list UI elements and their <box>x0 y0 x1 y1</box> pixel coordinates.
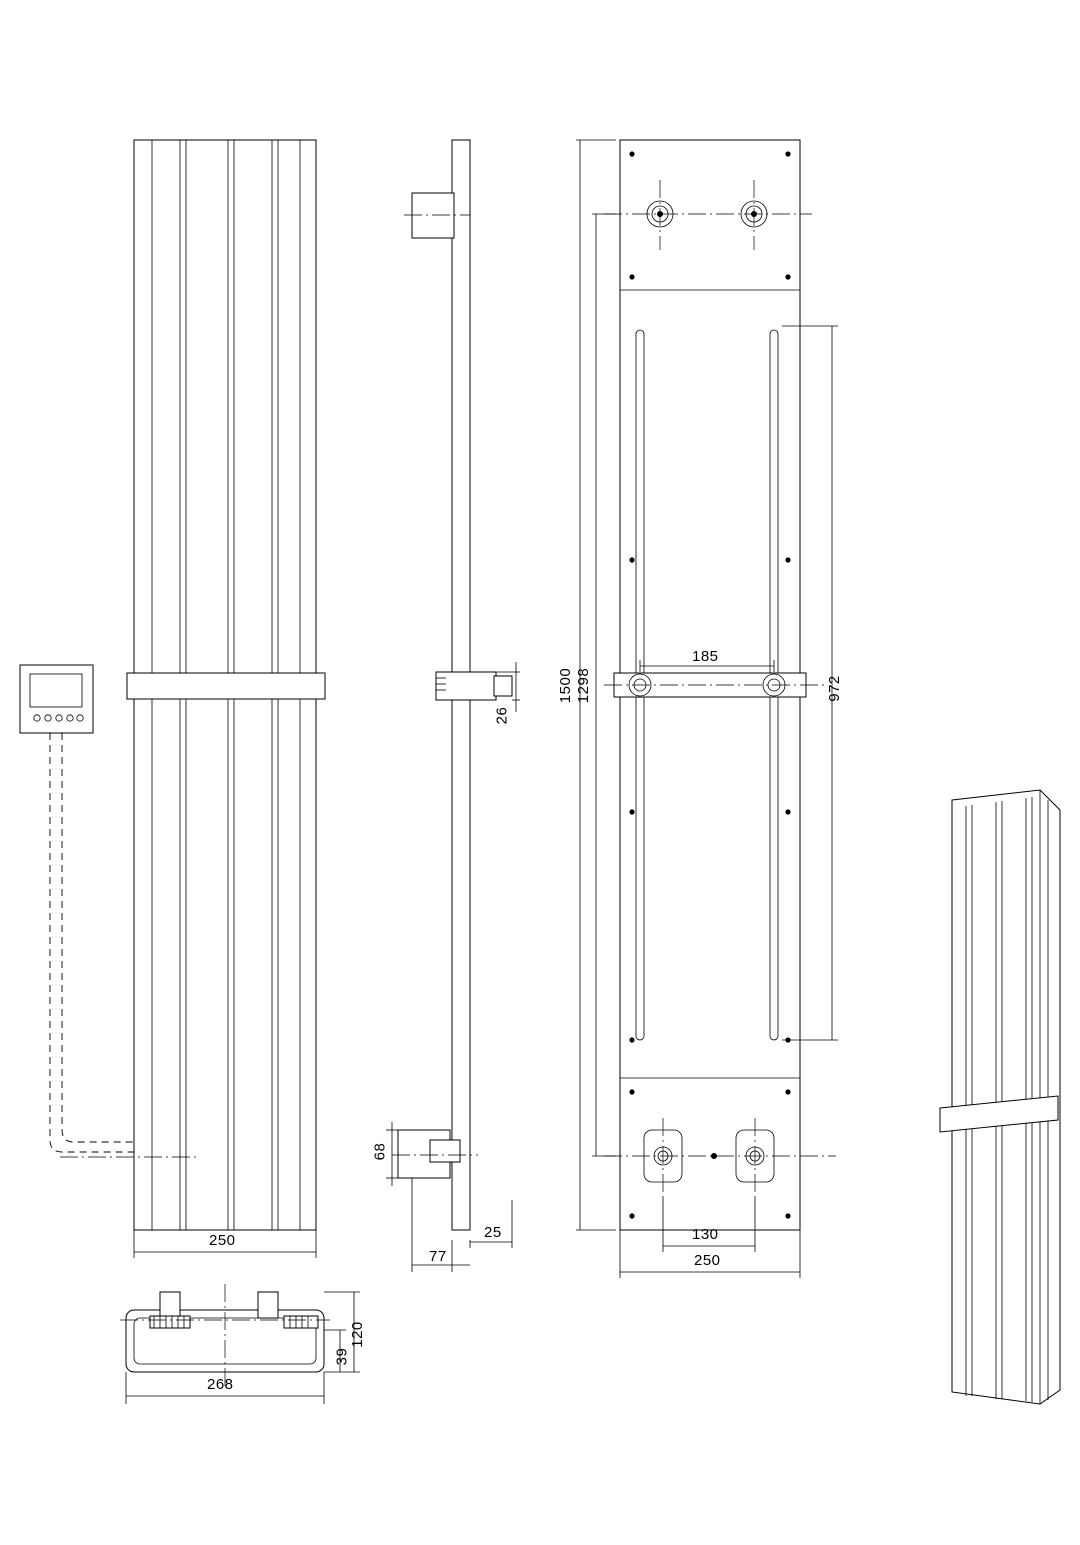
dim-rear-bracket-span: 1298 <box>575 667 593 704</box>
dim-side-depth: 77 <box>429 1248 447 1265</box>
dim-rear-element-height: 972 <box>825 675 843 702</box>
isometric-view <box>940 790 1060 1404</box>
dim-section-inner-height: 39 <box>333 1347 351 1366</box>
dim-front-width: 250 <box>209 1232 236 1249</box>
dim-rear-upper-hole-span: 185 <box>692 648 719 665</box>
rear-dimension-lines <box>576 140 838 1278</box>
dim-rear-lower-hole-span: 130 <box>692 1226 719 1243</box>
dim-section-width: 268 <box>207 1376 234 1393</box>
front-view <box>60 140 325 1230</box>
dim-section-height: 120 <box>348 1321 366 1348</box>
rear-view <box>604 140 836 1230</box>
thermostat-controller <box>20 665 134 1152</box>
side-view <box>392 140 512 1230</box>
side-dimension-lines <box>386 662 520 1272</box>
dim-rear-width: 250 <box>694 1252 721 1269</box>
dim-rear-overall-height: 1500 <box>557 667 575 704</box>
dim-side-lower-bracket: 68 <box>371 1142 389 1161</box>
dim-side-bracket-offset: 25 <box>484 1224 502 1241</box>
dim-side-valve-height: 26 <box>493 706 511 725</box>
top-section-view <box>120 1284 360 1404</box>
